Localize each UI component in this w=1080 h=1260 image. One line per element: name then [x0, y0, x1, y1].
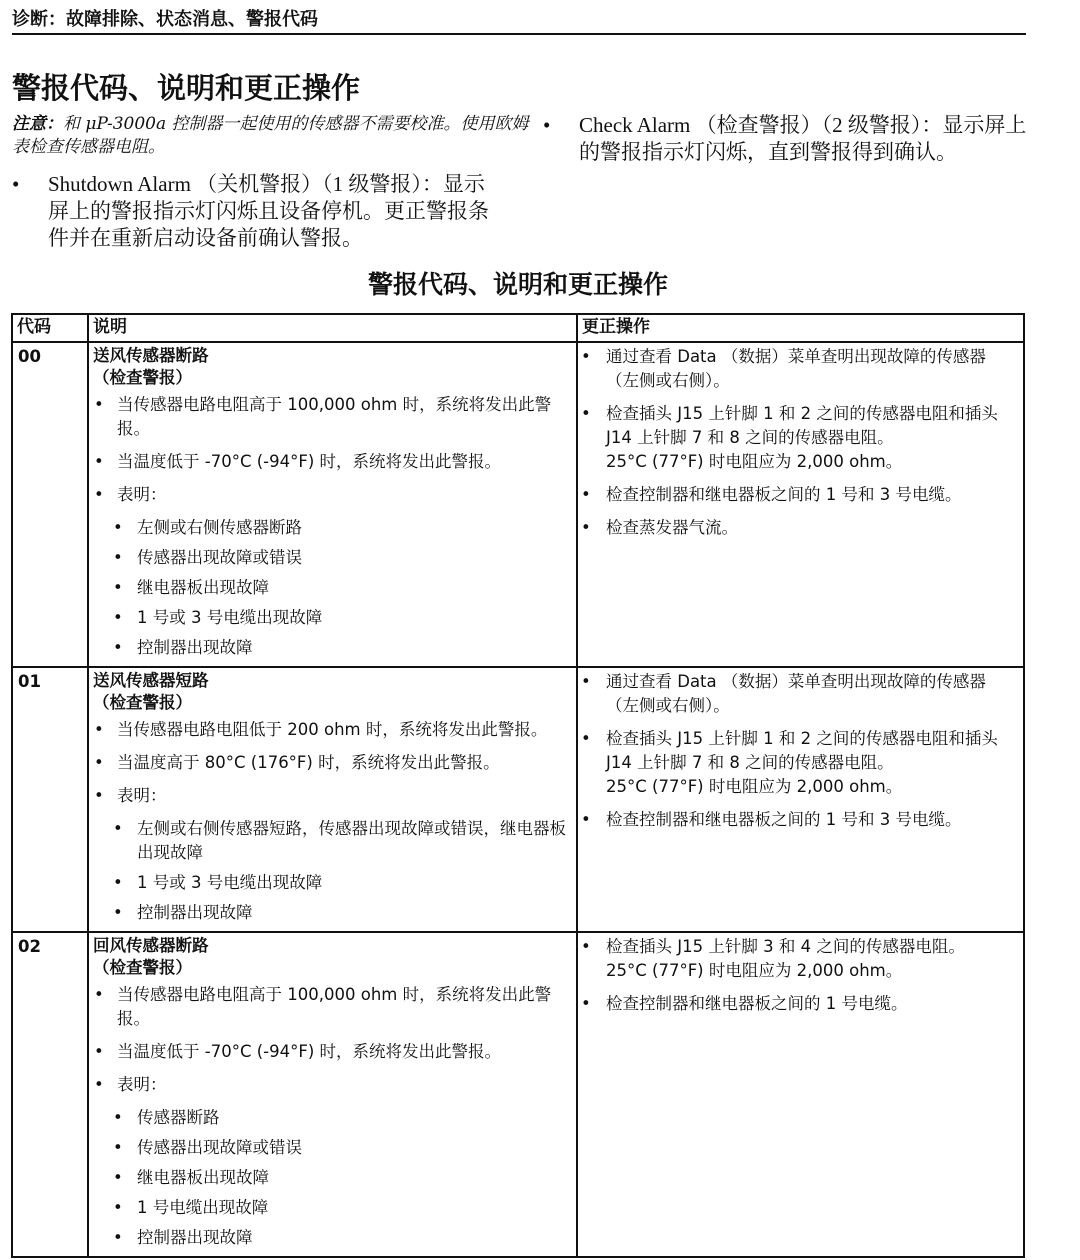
list-item: • 检查插头 J15 上针脚 1 和 2 之间的传感器电阻和插头 J14 上针脚 7 和 8 之间的传感器电阻。 25°C (77°F) 时电阻应为 2,000 ohm。: [578, 727, 1023, 799]
list-item: • 检查插头 J15 上针脚 1 和 2 之间的传感器电阻和插头 J14 上针脚 7 和 8 之间的传感器电阻。 25°C (77°F) 时电阻应为 2,000 ohm。: [578, 402, 1023, 474]
action-cell: [577, 932, 1024, 1257]
list-item: • 表明：: [89, 483, 576, 507]
list-item: • 当传感器电路电阻高于 100,000 ohm 时，系统将发出此警报。: [89, 983, 576, 1031]
alarm-code: 00: [12, 342, 88, 667]
action-cell: [577, 667, 1024, 932]
list-item: • 当传感器电路电阻高于 100,000 ohm 时，系统将发出此警报。: [89, 393, 576, 441]
list-item: • 当温度高于 80°C (176°F) 时，系统将发出此警报。: [89, 751, 576, 775]
table-title: 警报代码、说明和更正操作: [367, 270, 668, 299]
list-item: • 检查蒸发器气流。: [578, 516, 1023, 540]
list-item: • 检查插头 J15 上针脚 3 和 4 之间的传感器电阻。 25°C (77°F) 时电阻应为 2,000 ohm。: [578, 935, 1023, 983]
list-item: • 传感器出现故障或错误: [89, 546, 576, 570]
column-header-code: 代码: [12, 314, 88, 342]
list-item: • 当温度低于 -70°C (-94°F) 时，系统将发出此警报。: [89, 450, 576, 474]
list-item: • 检查控制器和继电器板之间的 1 号和 3 号电缆。: [578, 808, 1023, 832]
table-row: [12, 667, 1024, 932]
alarm-title: 回风传感器断路 （检查警报）: [93, 936, 209, 977]
alarm-title: 送风传感器断路 （检查警报）: [93, 346, 209, 387]
action-cell: [577, 342, 1024, 667]
description-cell: [88, 667, 577, 932]
description-cell: [88, 932, 577, 1257]
list-item: • 左侧或右侧传感器短路，传感器出现故障或错误，继电器板出现故障: [89, 817, 576, 865]
list-item: • 继电器板出现故障: [89, 576, 576, 600]
list-item: • 传感器出现故障或错误: [89, 1136, 576, 1160]
bullet-text: Shutdown Alarm （关机警报）（1 级警报）：显示屏上的警报指示灯闪烁且设备停机。更正警报条件并在重新启动设备前确认警报。: [48, 172, 489, 250]
alarm-code-table: [11, 313, 1025, 1258]
list-item: • 当温度低于 -70°C (-94°F) 时，系统将发出此警报。: [89, 1040, 576, 1064]
resistance-spec: 25°C (77°F) 时电阻应为 2,000 ohm。: [606, 961, 903, 980]
alarm-code: 01: [12, 667, 88, 932]
resistance-spec: 25°C (77°F) 时电阻应为 2,000 ohm。: [606, 452, 903, 471]
list-item: • 检查控制器和继电器板之间的 1 号电缆。: [578, 992, 1023, 1016]
list-item: • 左侧或右侧传感器断路: [89, 516, 576, 540]
list-item: • 控制器出现故障: [89, 901, 576, 925]
column-header-description: 说明: [88, 314, 577, 342]
section-title: 警报代码、说明和更正操作: [12, 71, 361, 105]
table-header-row: [12, 314, 1024, 342]
note-label: 注意：: [12, 114, 63, 134]
list-item: • 表明：: [89, 1073, 576, 1097]
bullet-text: Check Alarm （检查警报）（2 级警报）：显示屏上的警报指示灯闪烁，直到警报得到确认。: [579, 113, 1027, 164]
list-item: • 通过查看 Data （数据）菜单查明出现故障的传感器（左侧或右侧）。: [578, 345, 1023, 393]
list-item: • 控制器出现故障: [89, 636, 576, 660]
table-row: [12, 932, 1024, 1257]
bullet-dot: •: [543, 113, 551, 137]
alarm-title: 送风传感器短路 （检查警报）: [93, 671, 209, 712]
list-item: • 通过查看 Data （数据）菜单查明出现故障的传感器（左侧或右侧）。: [578, 670, 1023, 718]
note: [12, 113, 532, 159]
list-item: • 继电器板出现故障: [89, 1166, 576, 1190]
bullet-dot: •: [12, 172, 20, 196]
resistance-spec: 25°C (77°F) 时电阻应为 2,000 ohm。: [606, 777, 903, 796]
list-item: • 当传感器电路电阻低于 200 ohm 时，系统将发出此警报。: [89, 718, 576, 742]
note-text: 和 μP-3000a 控制器一起使用的传感器不需要校准。使用欧姆表检查传感器电阻。: [12, 114, 529, 157]
description-cell: [88, 342, 577, 667]
page-header: 诊断：故障排除、状态消息、警报代码: [12, 8, 1026, 35]
list-item: • 1 号电缆出现故障: [89, 1196, 576, 1220]
column-header-action: 更正操作: [577, 314, 1024, 342]
list-item: • 1 号或 3 号电缆出现故障: [89, 871, 576, 895]
alarm-code: 02: [12, 932, 88, 1257]
list-item: • 1 号或 3 号电缆出现故障: [89, 606, 576, 630]
list-item: • 传感器断路: [89, 1106, 576, 1130]
list-item: • 检查控制器和继电器板之间的 1 号和 3 号电缆。: [578, 483, 1023, 507]
list-item: • 表明：: [89, 784, 576, 808]
table-row: [12, 342, 1024, 667]
list-item: • 控制器出现故障: [89, 1226, 576, 1250]
